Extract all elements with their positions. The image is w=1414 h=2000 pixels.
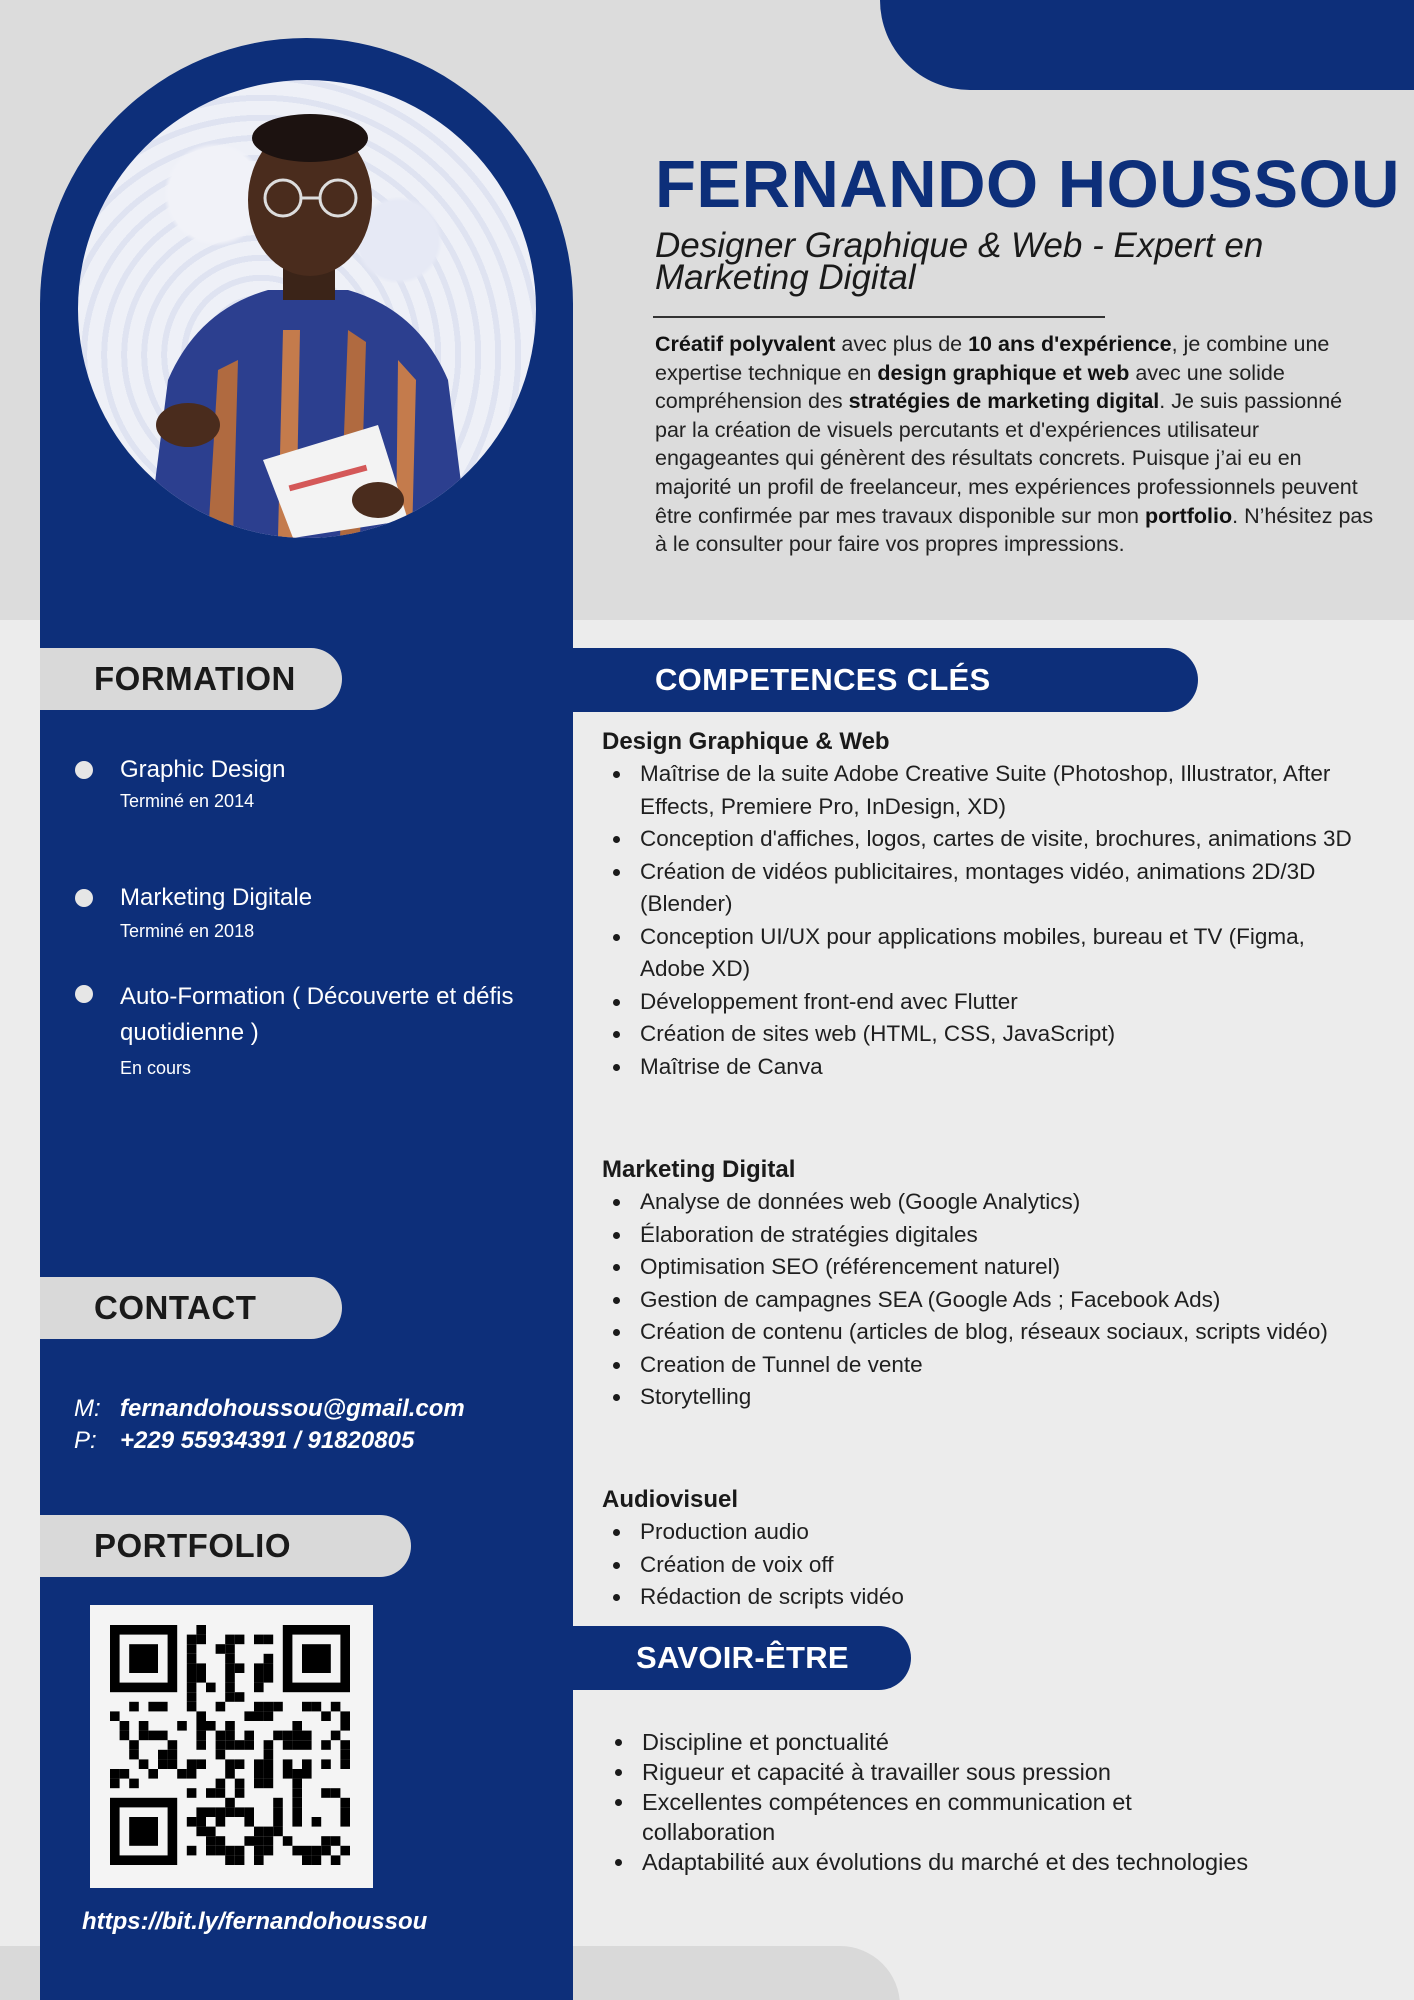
skill-item: Conception UI/UX pour applications mobiles, bureau et TV (Figma, Adobe XD) (602, 921, 1372, 986)
contact-heading: CONTACT (40, 1277, 342, 1339)
intro-text: avec plus de (835, 332, 969, 356)
skill-item: Création de vidéos publicitaires, montages vidéo, animations 2D/3D (Blender) (602, 856, 1372, 921)
portfolio-link[interactable]: https://bit.ly/fernandohoussou (82, 1908, 428, 1935)
skill-item: Maîtrise de la suite Adobe Creative Suite (Photoshop, Illustrator, After Effects, Premiere Pro, InDesign, XD) (602, 758, 1372, 823)
profile-photo (78, 80, 536, 538)
intro-highlight: design graphique et web (877, 360, 1130, 385)
intro-highlight: 10 ans d'expérience (968, 332, 1172, 356)
skill-item: Gestion de campagnes SEA (Google Ads ; Facebook Ads) (602, 1284, 1372, 1317)
formation-detail: Terminé en 2018 (120, 921, 255, 941)
soft-skill-item: Discipline et ponctualité (604, 1727, 1254, 1757)
formation-heading: FORMATION (40, 648, 342, 710)
corner-decoration (880, 0, 1414, 90)
formation-detail: En cours (120, 1058, 192, 1078)
soft-skill-item: Adaptabilité aux évolutions du marché et des technologies (604, 1847, 1254, 1877)
candidate-title: Designer Graphique & Web - Expert en Marketing Digital (655, 226, 1264, 297)
skill-item: Maîtrise de Canva (602, 1051, 1372, 1084)
skills-group-audiovisual (602, 1484, 1372, 1614)
portfolio-heading: PORTFOLIO (40, 1515, 411, 1577)
intro-highlight: portfolio (1144, 503, 1233, 528)
intro-text: . N’hésitez pas à le consulter pour faire vos propres impressions. (655, 503, 1374, 557)
bullet-dot (75, 761, 93, 779)
skill-item: Création de contenu (articles de blog, réseaux sociaux, scripts vidéo) (602, 1316, 1372, 1349)
skill-item: Création de sites web (HTML, CSS, JavaScript) (602, 1018, 1372, 1051)
skills-group-design (602, 726, 1372, 1083)
skill-item: Creation de Tunnel de vente (602, 1349, 1372, 1382)
skill-item: Conception d'affiches, logos, cartes de visite, brochures, animations 3D (602, 823, 1372, 856)
formation-title: Auto-Formation ( Découverte et défis quotidienne ) (120, 983, 514, 1046)
skill-item: Analyse de données web (Google Analytics) (602, 1186, 1372, 1219)
bullet-dot (75, 985, 93, 1003)
skill-item: Rédaction de scripts vidéo (602, 1581, 1372, 1614)
email-label: M: (74, 1395, 101, 1422)
skill-item: Élaboration de stratégies digitales (602, 1219, 1372, 1252)
contact-phone-row (74, 1427, 414, 1455)
intro-text: . Je suis passionné par la création de visuels percutants et d'expériences utilisateur engageantes qui génèrent des résultats concrets. Puisque j’ai eu en majorité un profil de freelanceur, mes expériences professionnels peuvent être confirmée par mes travaux disponible sur mon (655, 389, 1358, 528)
contact-email-row (74, 1395, 465, 1423)
skills-group-marketing (602, 1154, 1372, 1414)
skills-group-title: Design Graphique & Web (602, 728, 890, 755)
intro-text: , je combine une expertise technique en (655, 332, 1330, 385)
intro-highlight: Créatif polyvalent (655, 332, 836, 356)
skills-heading: COMPETENCES CLÉS (573, 648, 1198, 712)
soft-skills-list (604, 1727, 1254, 1877)
qr-code-icon (90, 1605, 373, 1888)
soft-skill-item: Rigueur et capacité à travailler sous pression (604, 1757, 1254, 1787)
intro-text: avec une solide compréhension des (655, 360, 1285, 414)
phone-label: P: (74, 1427, 97, 1454)
formation-title: Marketing Digitale (120, 884, 313, 911)
intro-paragraph (655, 330, 1375, 559)
soft-skills-heading: SAVOIR-ÊTRE (573, 1626, 911, 1690)
formation-detail: Terminé en 2014 (120, 791, 255, 811)
phone-value[interactable]: +229 55934391 / 91820805 (120, 1427, 415, 1454)
formation-title: Graphic Design (120, 756, 286, 783)
skills-group-title: Audiovisuel (602, 1486, 739, 1513)
email-value[interactable]: fernandohoussou@gmail.com (120, 1395, 465, 1422)
skill-item: Création de voix off (602, 1549, 1372, 1582)
skill-item: Storytelling (602, 1381, 1372, 1414)
skill-item: Optimisation SEO (référencement naturel) (602, 1251, 1372, 1284)
intro-highlight: stratégies de marketing digital (848, 389, 1160, 414)
skill-item: Production audio (602, 1516, 1372, 1549)
title-divider (653, 316, 1105, 318)
qr-code[interactable] (90, 1605, 373, 1888)
bullet-dot (75, 889, 93, 907)
candidate-name: FERNANDO HOUSSOU (655, 147, 1401, 222)
skills-group-title: Marketing Digital (602, 1156, 796, 1183)
soft-skill-item: Excellentes compétences en communication et collaboration (604, 1787, 1254, 1847)
skill-item: Développement front-end avec Flutter (602, 986, 1372, 1019)
